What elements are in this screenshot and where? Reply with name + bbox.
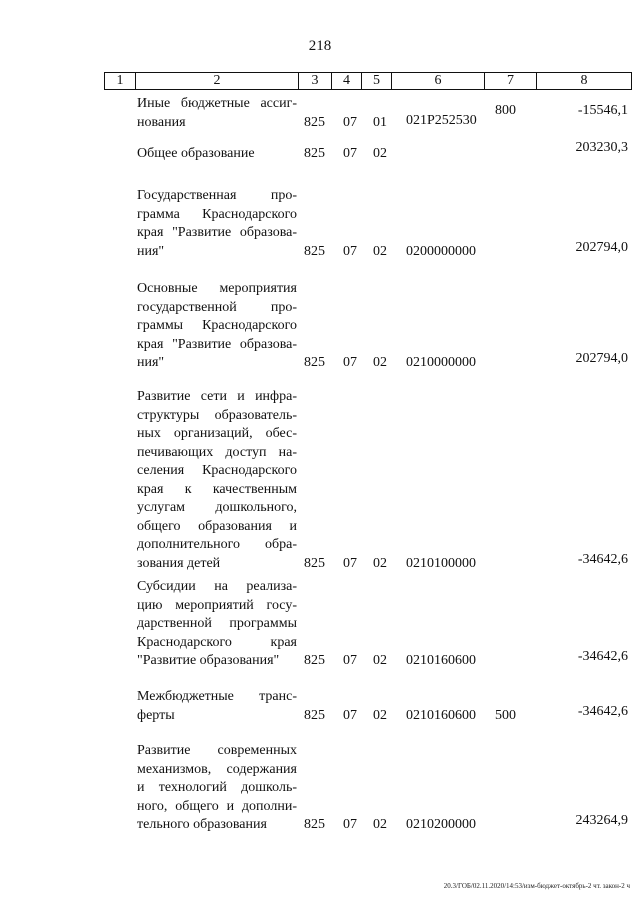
row-name bbox=[137, 187, 297, 261]
row-target-code: 0210160600 bbox=[406, 707, 476, 723]
page-number: 218 bbox=[308, 38, 332, 54]
row-name bbox=[137, 688, 297, 725]
row-name-line: и технологий дошколь- bbox=[137, 780, 297, 795]
table-header bbox=[104, 72, 632, 90]
row-name-line: печивающих доступ на- bbox=[137, 444, 297, 460]
row-name-line: Развитие сети и инфра- bbox=[137, 389, 297, 404]
row-name-line: ния" bbox=[137, 355, 165, 370]
row-amount: -34642,6 bbox=[577, 703, 628, 719]
row-target-code: 0210000000 bbox=[406, 355, 476, 370]
row-amount: 202794,0 bbox=[575, 351, 628, 366]
row-name-line: Основные мероприятия bbox=[137, 281, 297, 296]
row-name-line: ных организаций, обес- bbox=[137, 426, 297, 441]
header-col-2: 2 bbox=[135, 73, 298, 89]
row-amount: 203230,3 bbox=[575, 140, 628, 155]
row-amount: -34642,6 bbox=[577, 649, 628, 664]
row-name-line: Межбюджетные транс- bbox=[137, 689, 297, 704]
row-name-line: Государственная про- bbox=[137, 188, 297, 203]
row-name-line: цию мероприятий госу- bbox=[137, 597, 297, 613]
row-name-line: Субсидии на реализа- bbox=[137, 579, 297, 594]
row-target-code: 0210200000 bbox=[406, 817, 476, 832]
row-name-line: ферты bbox=[137, 707, 175, 723]
header-col-7: 7 bbox=[484, 73, 536, 89]
row-expense-type: 500 bbox=[495, 707, 516, 723]
row-section: 07 bbox=[343, 243, 357, 259]
footer-stamp: 20.3/ГОБ/02.11.2020/14:53/изм-бюджет-октябрь-2 чт. закон-2 ч bbox=[443, 882, 630, 890]
row-name-line: "Развитие образования" bbox=[137, 653, 280, 668]
row-name-line: общего образования и bbox=[137, 518, 297, 534]
row-name bbox=[137, 578, 297, 671]
row-admin-code: 825 bbox=[304, 707, 325, 723]
row-target-code: 021Р252530 bbox=[406, 112, 477, 128]
row-admin-code: 825 bbox=[304, 114, 325, 130]
row-admin-code: 825 bbox=[304, 653, 325, 668]
row-name-line: дарственной программы bbox=[137, 616, 297, 631]
row-target-code: 0210160600 bbox=[406, 653, 476, 668]
row-section: 07 bbox=[343, 707, 357, 723]
row-name-line: государственной про- bbox=[137, 299, 297, 315]
row-subsection: 02 bbox=[373, 555, 387, 571]
row-name-line: дополнительного обра- bbox=[137, 537, 297, 552]
header-col-5: 5 bbox=[361, 73, 391, 89]
row-name-line: ния" bbox=[137, 243, 165, 259]
row-amount: 202794,0 bbox=[575, 239, 628, 255]
row-amount: -34642,6 bbox=[577, 551, 628, 567]
row-name bbox=[137, 95, 297, 132]
row-subsection: 02 bbox=[373, 653, 387, 668]
header-col-8: 8 bbox=[536, 73, 631, 89]
row-name-line: края к качественным bbox=[137, 481, 297, 497]
header-col-4: 4 bbox=[331, 73, 361, 89]
row-name-line: Развитие современных bbox=[137, 743, 297, 758]
row-target-code: 0200000000 bbox=[406, 243, 476, 259]
row-name bbox=[137, 280, 297, 373]
row-admin-code: 825 bbox=[304, 243, 325, 259]
row-name-line: селения Краснодарского bbox=[137, 463, 297, 478]
header-col-1: 1 bbox=[116, 73, 124, 88]
row-name-line: Краснодарского края bbox=[137, 634, 297, 650]
row-name-line: Иные бюджетные ассиг- bbox=[137, 96, 297, 111]
row-section: 07 bbox=[343, 653, 357, 668]
row-expense-type: 800 bbox=[495, 102, 516, 118]
row-name-line: тельного образования bbox=[137, 817, 267, 832]
row-name bbox=[137, 388, 297, 573]
row-name-line: грамма Краснодарского bbox=[137, 206, 297, 222]
row-name-line: услугам дошкольного, bbox=[137, 500, 297, 515]
row-name-line: нования bbox=[137, 114, 186, 130]
row-section: 07 bbox=[343, 146, 357, 161]
row-subsection: 02 bbox=[373, 243, 387, 259]
row-subsection: 02 bbox=[373, 707, 387, 723]
row-admin-code: 825 bbox=[304, 817, 325, 832]
row-name-line: механизмов, содержания bbox=[137, 761, 297, 777]
row-name-line: края "Развитие образова- bbox=[137, 225, 297, 240]
row-section: 07 bbox=[343, 817, 357, 832]
row-name bbox=[137, 145, 297, 164]
row-name-line: ного, общего и дополни- bbox=[137, 798, 297, 814]
header-col-6: 6 bbox=[391, 73, 484, 89]
row-name-line: края "Развитие образова- bbox=[137, 336, 297, 352]
row-name-line: структуры образователь- bbox=[137, 407, 297, 423]
row-admin-code: 825 bbox=[304, 555, 325, 571]
row-amount: -15546,1 bbox=[577, 102, 628, 118]
row-name-line: Общее образование bbox=[137, 146, 255, 161]
header-col-3: 3 bbox=[298, 73, 331, 89]
row-section: 07 bbox=[343, 114, 357, 130]
row-target-code: 0210100000 bbox=[406, 555, 476, 571]
row-subsection: 02 bbox=[373, 146, 387, 161]
row-admin-code: 825 bbox=[304, 355, 325, 370]
row-name-line: зования детей bbox=[137, 555, 221, 571]
row-subsection: 01 bbox=[373, 114, 387, 130]
row-section: 07 bbox=[343, 355, 357, 370]
row-admin-code: 825 bbox=[304, 146, 325, 161]
row-amount: 243264,9 bbox=[575, 813, 628, 828]
row-subsection: 02 bbox=[373, 355, 387, 370]
row-name bbox=[137, 742, 297, 835]
row-subsection: 02 bbox=[373, 817, 387, 832]
row-section: 07 bbox=[343, 555, 357, 571]
row-name-line: граммы Краснодарского bbox=[137, 318, 297, 333]
